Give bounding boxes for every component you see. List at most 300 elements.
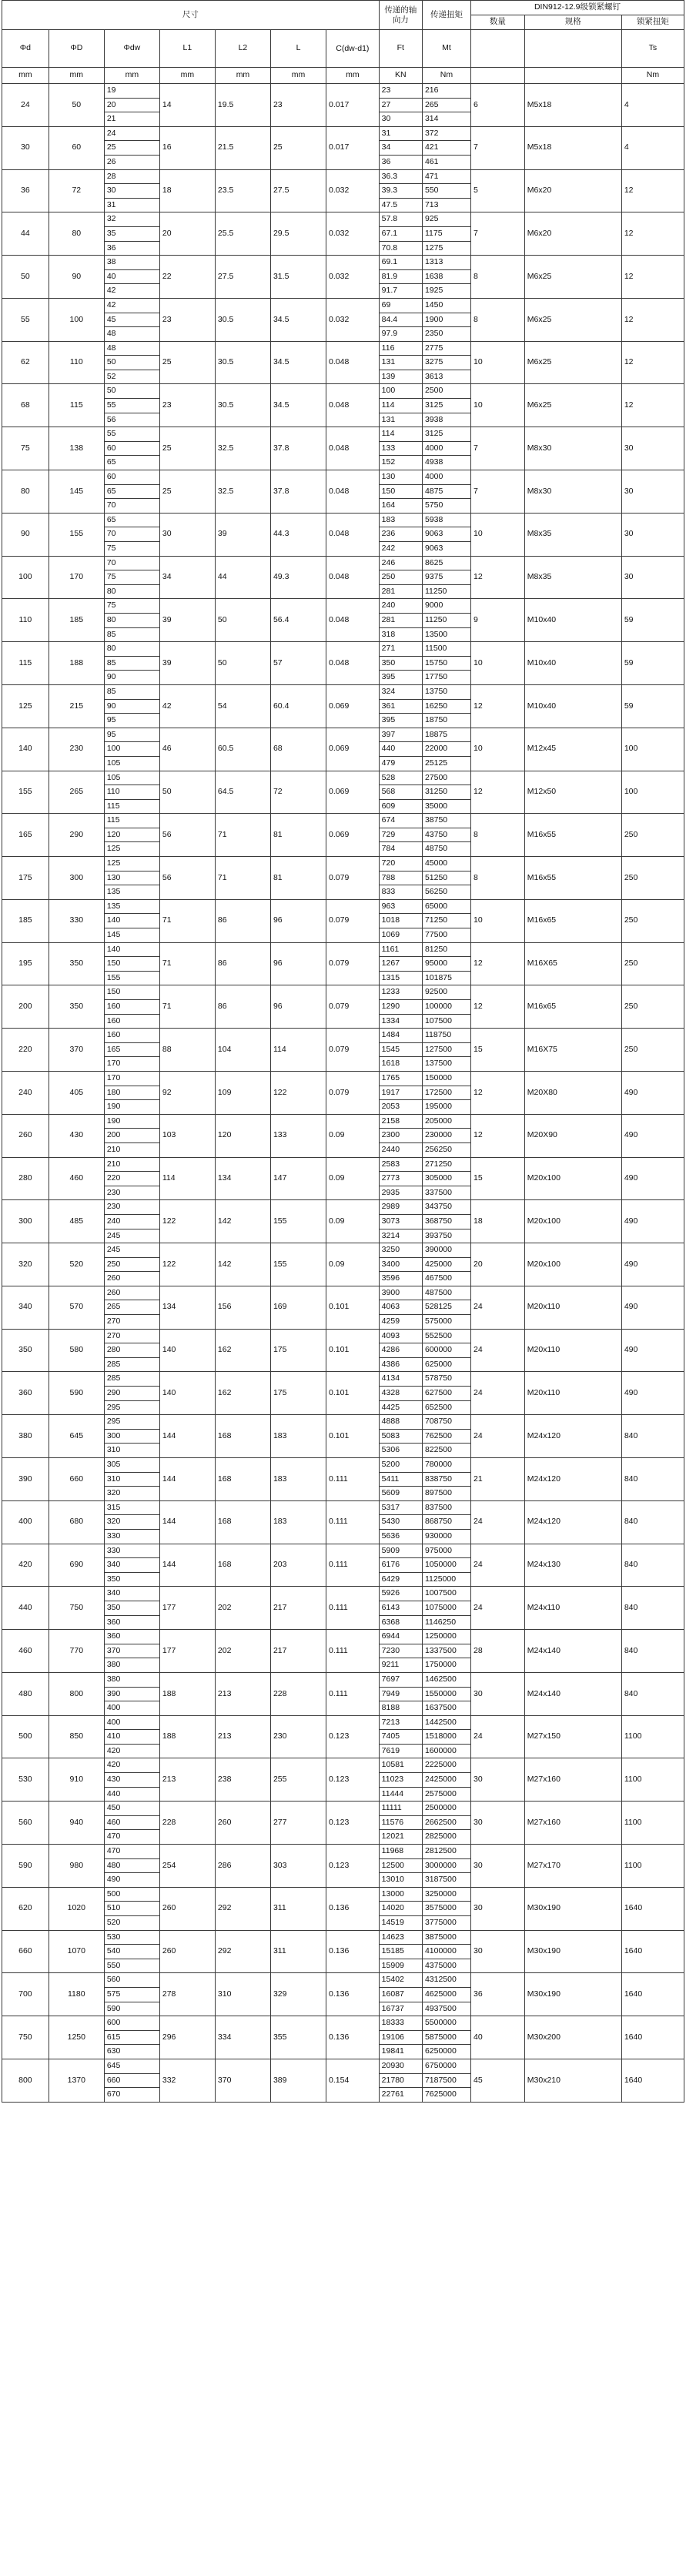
cell-qty: 9: [470, 599, 524, 642]
cell-Ft: 9211: [379, 1658, 422, 1673]
cell-Ft: 5926: [379, 1587, 422, 1601]
cell-Ts: 1640: [621, 1930, 684, 1973]
cell-dw: 290: [104, 1387, 159, 1401]
cell-dw: 80: [104, 613, 159, 627]
cell-dw: 38: [104, 256, 159, 270]
cell-Ft: 729: [379, 828, 422, 842]
cell-L1: 92: [159, 1071, 215, 1114]
cell-Ft: 1267: [379, 957, 422, 972]
cell-bore-d: 240: [2, 1071, 49, 1114]
cell-Ft: 7619: [379, 1744, 422, 1758]
cell-L: 25: [270, 126, 326, 169]
cell-C: 0.048: [326, 470, 380, 514]
cell-C: 0.048: [326, 384, 380, 427]
cell-bore-d: 80: [2, 470, 49, 514]
cell-Ft: 281: [379, 584, 422, 599]
col-C: C(dw-d1): [326, 30, 380, 68]
cell-Ft: 1069: [379, 928, 422, 943]
cell-Ft: 3400: [379, 1257, 422, 1272]
cell-outer-D: 580: [49, 1329, 104, 1372]
cell-Ft: 3073: [379, 1214, 422, 1229]
cell-L: 37.8: [270, 427, 326, 470]
unit-D: mm: [49, 68, 104, 84]
cell-spec: M16X75: [524, 1029, 621, 1072]
cell-qty: 24: [470, 1587, 524, 1630]
cell-dw: 390: [104, 1687, 159, 1701]
cell-Mt: 930000: [422, 1529, 470, 1544]
cell-spec: M20x110: [524, 1286, 621, 1329]
table-row: [2, 642, 684, 657]
cell-Mt: 5500000: [422, 2016, 470, 2031]
cell-outer-D: 1370: [49, 2059, 104, 2102]
cell-L1: 144: [159, 1415, 215, 1458]
cell-qty: 7: [470, 470, 524, 514]
cell-L1: 56: [159, 857, 215, 900]
cell-dw: 115: [104, 799, 159, 814]
cell-outer-D: 405: [49, 1071, 104, 1114]
cell-spec: M24x130: [524, 1544, 621, 1587]
cell-L1: 50: [159, 771, 215, 814]
cell-spec: M30x190: [524, 1973, 621, 2016]
cell-Mt: 1007500: [422, 1587, 470, 1601]
cell-L2: 86: [215, 985, 270, 1029]
cell-C: 0.123: [326, 1758, 380, 1802]
unit-Ft: KN: [379, 68, 422, 84]
cell-Ft: 39.3: [379, 184, 422, 199]
cell-Ft: 5306: [379, 1444, 422, 1458]
cell-Mt: 9375: [422, 570, 470, 585]
cell-dw: 105: [104, 771, 159, 785]
cell-L1: 71: [159, 942, 215, 985]
cell-Ft: 281: [379, 613, 422, 627]
cell-Mt: 56250: [422, 885, 470, 900]
cell-dw: 270: [104, 1329, 159, 1343]
cell-qty: 8: [470, 256, 524, 299]
cell-dw: 95: [104, 714, 159, 728]
col-dw: Φdw: [104, 30, 159, 68]
cell-L1: 16: [159, 126, 215, 169]
cell-dw: 145: [104, 928, 159, 943]
cell-dw: 42: [104, 298, 159, 313]
cell-L: 96: [270, 942, 326, 985]
cell-Mt: 137500: [422, 1057, 470, 1072]
cell-dw: 380: [104, 1658, 159, 1673]
cell-qty: 10: [470, 513, 524, 556]
torque-header: 传递扭矩: [422, 1, 470, 30]
cell-dw: 350: [104, 1601, 159, 1615]
cell-L: 57: [270, 642, 326, 685]
cell-Mt: 393750: [422, 1229, 470, 1243]
cell-Ts: 250: [621, 985, 684, 1029]
cell-Ft: 1765: [379, 1071, 422, 1086]
cell-Mt: 2575000: [422, 1787, 470, 1802]
cell-L2: 32.5: [215, 427, 270, 470]
cell-C: 0.032: [326, 169, 380, 212]
cell-qty: 15: [470, 1029, 524, 1072]
cell-bore-d: 36: [2, 169, 49, 212]
cell-Mt: 600000: [422, 1343, 470, 1358]
cell-dw: 530: [104, 1930, 159, 1945]
cell-L2: 54: [215, 684, 270, 728]
cell-C: 0.069: [326, 684, 380, 728]
table-row: [2, 684, 684, 699]
cell-Ts: 490: [621, 1114, 684, 1157]
cell-dw: 70: [104, 527, 159, 542]
cell-dw: 60: [104, 470, 159, 485]
cell-dw: 190: [104, 1100, 159, 1115]
unit-L: mm: [270, 68, 326, 84]
cell-Mt: 837500: [422, 1500, 470, 1515]
cell-Mt: 4937500: [422, 2002, 470, 2016]
cell-Ft: 1484: [379, 1029, 422, 1043]
cell-qty: 24: [470, 1715, 524, 1758]
cell-Ft: 57.8: [379, 212, 422, 227]
cell-L2: 25.5: [215, 212, 270, 256]
unit-C: mm: [326, 68, 380, 84]
cell-bore-d: 280: [2, 1157, 49, 1200]
cell-Mt: 95000: [422, 957, 470, 972]
cell-Mt: 4938: [422, 456, 470, 470]
table-row: [2, 1329, 684, 1343]
col-Ts: Ts: [621, 30, 684, 68]
cell-dw: 95: [104, 728, 159, 742]
cell-dw: 105: [104, 756, 159, 771]
cell-L: 311: [270, 1930, 326, 1973]
cell-dw: 540: [104, 1945, 159, 1959]
cell-L: 81: [270, 857, 326, 900]
cell-Mt: 708750: [422, 1415, 470, 1430]
cell-L1: 144: [159, 1458, 215, 1501]
cell-outer-D: 520: [49, 1243, 104, 1286]
unit-spec: [524, 68, 621, 84]
cell-qty: 10: [470, 384, 524, 427]
cell-C: 0.111: [326, 1630, 380, 1673]
cell-Ts: 1640: [621, 2059, 684, 2102]
cell-L2: 71: [215, 857, 270, 900]
cell-bore-d: 420: [2, 1544, 49, 1587]
cell-Mt: 343750: [422, 1200, 470, 1215]
cell-Ft: 11576: [379, 1815, 422, 1830]
cell-Mt: 22000: [422, 742, 470, 757]
cell-Mt: 4875: [422, 484, 470, 499]
cell-L: 60.4: [270, 684, 326, 728]
cell-dw: 48: [104, 327, 159, 342]
cell-dw: 260: [104, 1272, 159, 1286]
cell-qty: 21: [470, 1458, 524, 1501]
cell-Ft: 3250: [379, 1243, 422, 1258]
cell-spec: M6x25: [524, 298, 621, 341]
cell-Mt: 81250: [422, 942, 470, 957]
cell-Mt: 471: [422, 169, 470, 184]
cell-qty: 12: [470, 1114, 524, 1157]
cell-dw: 55: [104, 427, 159, 442]
cell-outer-D: 330: [49, 899, 104, 942]
cell-Ft: 23: [379, 84, 422, 99]
cell-L2: 213: [215, 1715, 270, 1758]
cell-Mt: 762500: [422, 1429, 470, 1444]
col-spec: [524, 30, 621, 68]
cell-dw: 65: [104, 484, 159, 499]
cell-Mt: 425000: [422, 1257, 470, 1272]
cell-L: 23: [270, 84, 326, 127]
cell-Ts: 1100: [621, 1758, 684, 1802]
cell-Ts: 59: [621, 642, 684, 685]
cell-Ft: 15185: [379, 1945, 422, 1959]
cell-Mt: 7187500: [422, 2073, 470, 2088]
cell-L1: 39: [159, 642, 215, 685]
cell-Mt: 1600000: [422, 1744, 470, 1758]
cell-L1: 18: [159, 169, 215, 212]
cell-L1: 122: [159, 1243, 215, 1286]
cell-Ft: 4259: [379, 1315, 422, 1330]
cell-C: 0.079: [326, 1071, 380, 1114]
cell-Mt: 421: [422, 141, 470, 156]
col-qty: [470, 30, 524, 68]
cell-outer-D: 300: [49, 857, 104, 900]
cell-Ft: 84.4: [379, 313, 422, 327]
cell-dw: 645: [104, 2059, 159, 2073]
cell-dw: 295: [104, 1415, 159, 1430]
cell-qty: 24: [470, 1500, 524, 1544]
cell-Mt: 3613: [422, 370, 470, 384]
cell-dw: 75: [104, 542, 159, 557]
cell-C: 0.048: [326, 599, 380, 642]
cell-bore-d: 140: [2, 728, 49, 771]
cell-Mt: 314: [422, 112, 470, 127]
cell-C: 0.101: [326, 1415, 380, 1458]
cell-Ft: 3596: [379, 1272, 422, 1286]
cell-Ts: 490: [621, 1372, 684, 1415]
cell-Ft: 5636: [379, 1529, 422, 1544]
cell-Ft: 1917: [379, 1086, 422, 1100]
cell-outer-D: 370: [49, 1029, 104, 1072]
cell-C: 0.136: [326, 1887, 380, 1930]
cell-Ts: 250: [621, 814, 684, 857]
cell-C: 0.048: [326, 427, 380, 470]
cell-L1: 42: [159, 684, 215, 728]
cell-Mt: 271250: [422, 1157, 470, 1172]
cell-dw: 315: [104, 1500, 159, 1515]
cell-qty: 30: [470, 1802, 524, 1845]
cell-dw: 300: [104, 1429, 159, 1444]
cell-Mt: 230000: [422, 1129, 470, 1143]
cell-spec: M16x55: [524, 857, 621, 900]
cell-Ts: 490: [621, 1200, 684, 1243]
cell-Mt: 1275: [422, 241, 470, 256]
cell-dw: 48: [104, 341, 159, 356]
cell-C: 0.136: [326, 2016, 380, 2059]
cell-Mt: 838750: [422, 1472, 470, 1487]
cell-Mt: 2825000: [422, 1830, 470, 1845]
cell-dw: 240: [104, 1214, 159, 1229]
cell-L2: 310: [215, 1973, 270, 2016]
table-row: [2, 899, 684, 914]
cell-spec: M30x200: [524, 2016, 621, 2059]
cell-Mt: 8625: [422, 556, 470, 570]
cell-dw: 65: [104, 513, 159, 527]
cell-Ft: 324: [379, 684, 422, 699]
cell-L1: 25: [159, 427, 215, 470]
cell-Ft: 2989: [379, 1200, 422, 1215]
cell-Mt: 1925: [422, 284, 470, 299]
cell-L: 355: [270, 2016, 326, 2059]
cell-dw: 370: [104, 1644, 159, 1658]
cell-C: 0.123: [326, 1715, 380, 1758]
cell-Mt: 16250: [422, 699, 470, 714]
cell-outer-D: 850: [49, 1715, 104, 1758]
cell-Mt: 11250: [422, 584, 470, 599]
cell-Ft: 16737: [379, 2002, 422, 2016]
qty-header: 数量: [470, 15, 524, 30]
cell-Mt: 713: [422, 198, 470, 212]
cell-spec: M5x18: [524, 84, 621, 127]
cell-Ft: 15402: [379, 1973, 422, 1988]
cell-dw: 400: [104, 1701, 159, 1716]
table-row: [2, 256, 684, 270]
table-row: [2, 1500, 684, 1515]
cell-L: 147: [270, 1157, 326, 1200]
cell-qty: 24: [470, 1286, 524, 1329]
cell-bore-d: 300: [2, 1200, 49, 1243]
cell-Mt: 1450: [422, 298, 470, 313]
cell-Mt: 780000: [422, 1458, 470, 1473]
cell-L: 56.4: [270, 599, 326, 642]
cell-qty: 8: [470, 857, 524, 900]
table-row: [2, 298, 684, 313]
cell-L1: 23: [159, 298, 215, 341]
cell-L2: 168: [215, 1500, 270, 1544]
cell-L: 217: [270, 1587, 326, 1630]
cell-spec: M20X90: [524, 1114, 621, 1157]
cell-spec: M20x110: [524, 1329, 621, 1372]
cell-Ft: 674: [379, 814, 422, 828]
cell-dw: 360: [104, 1615, 159, 1630]
cell-L2: 30.5: [215, 298, 270, 341]
cell-spec: M16X65: [524, 942, 621, 985]
cell-dw: 245: [104, 1243, 159, 1258]
cell-qty: 7: [470, 427, 524, 470]
cell-L2: 30.5: [215, 384, 270, 427]
cell-bore-d: 560: [2, 1802, 49, 1845]
cell-Ft: 19841: [379, 2045, 422, 2059]
cell-spec: M27x160: [524, 1758, 621, 1802]
cell-Mt: 18875: [422, 728, 470, 742]
cell-bore-d: 320: [2, 1243, 49, 1286]
cell-C: 0.079: [326, 857, 380, 900]
cell-Ft: 6368: [379, 1615, 422, 1630]
cell-bore-d: 340: [2, 1286, 49, 1329]
cell-L: 169: [270, 1286, 326, 1329]
cell-L2: 156: [215, 1286, 270, 1329]
cell-Ft: 21780: [379, 2073, 422, 2088]
cell-dw: 305: [104, 1458, 159, 1473]
cell-C: 0.136: [326, 1930, 380, 1973]
cell-Mt: 35000: [422, 799, 470, 814]
cell-Ft: 19106: [379, 2030, 422, 2045]
cell-qty: 45: [470, 2059, 524, 2102]
cell-L1: 332: [159, 2059, 215, 2102]
cell-L2: 50: [215, 642, 270, 685]
cell-Ft: 34: [379, 141, 422, 156]
cell-bore-d: 750: [2, 2016, 49, 2059]
cell-bore-d: 700: [2, 1973, 49, 2016]
screw-header: DIN912-12.9级锁紧螺钉: [470, 1, 684, 15]
cell-dw: 190: [104, 1114, 159, 1129]
cell-L: 96: [270, 985, 326, 1029]
unit-Mt: Nm: [422, 68, 470, 84]
cell-dw: 170: [104, 1057, 159, 1072]
cell-bore-d: 260: [2, 1114, 49, 1157]
cell-dw: 470: [104, 1830, 159, 1845]
cell-Mt: 27500: [422, 771, 470, 785]
cell-L1: 103: [159, 1114, 215, 1157]
cell-Mt: 2500000: [422, 1802, 470, 1816]
cell-bore-d: 200: [2, 985, 49, 1029]
cell-L: 183: [270, 1415, 326, 1458]
cell-L2: 71: [215, 814, 270, 857]
cell-bore-d: 460: [2, 1630, 49, 1673]
cell-L2: 202: [215, 1630, 270, 1673]
cell-dw: 660: [104, 2073, 159, 2088]
cell-L: 230: [270, 1715, 326, 1758]
table-row: [2, 814, 684, 828]
cell-qty: 12: [470, 684, 524, 728]
cell-spec: M24x140: [524, 1672, 621, 1715]
cell-Ft: 242: [379, 542, 422, 557]
table-row: [2, 1157, 684, 1172]
cell-dw: 55: [104, 399, 159, 413]
cell-L2: 142: [215, 1243, 270, 1286]
cell-qty: 12: [470, 1071, 524, 1114]
cell-Ts: 250: [621, 1029, 684, 1072]
cell-dw: 80: [104, 642, 159, 657]
table-row: [2, 384, 684, 399]
cell-qty: 12: [470, 556, 524, 599]
cell-bore-d: 400: [2, 1500, 49, 1544]
cell-Ts: 490: [621, 1071, 684, 1114]
cell-Mt: 3938: [422, 413, 470, 427]
cell-Ts: 1640: [621, 1973, 684, 2016]
table-header: [2, 1, 684, 84]
cell-Ts: 250: [621, 942, 684, 985]
cell-L2: 21.5: [215, 126, 270, 169]
cell-Mt: 48750: [422, 842, 470, 857]
cell-L2: 238: [215, 1758, 270, 1802]
cell-Ts: 1100: [621, 1802, 684, 1845]
cell-outer-D: 350: [49, 942, 104, 985]
cell-Ts: 1640: [621, 2016, 684, 2059]
cell-bore-d: 185: [2, 899, 49, 942]
cell-Ft: 7697: [379, 1672, 422, 1687]
cell-dw: 160: [104, 1029, 159, 1043]
cell-spec: M12x50: [524, 771, 621, 814]
table-row: [2, 1715, 684, 1730]
cell-C: 0.154: [326, 2059, 380, 2102]
cell-C: 0.032: [326, 256, 380, 299]
cell-qty: 6: [470, 84, 524, 127]
cell-L1: 296: [159, 2016, 215, 2059]
cell-L2: 162: [215, 1329, 270, 1372]
cell-Ts: 1100: [621, 1715, 684, 1758]
cell-dw: 85: [104, 656, 159, 671]
cell-outer-D: 1180: [49, 1973, 104, 2016]
col-L2: L2: [215, 30, 270, 68]
table-row: [2, 599, 684, 614]
cell-C: 0.079: [326, 899, 380, 942]
cell-L1: 23: [159, 384, 215, 427]
cell-Mt: 13750: [422, 684, 470, 699]
cell-Ft: 1161: [379, 942, 422, 957]
